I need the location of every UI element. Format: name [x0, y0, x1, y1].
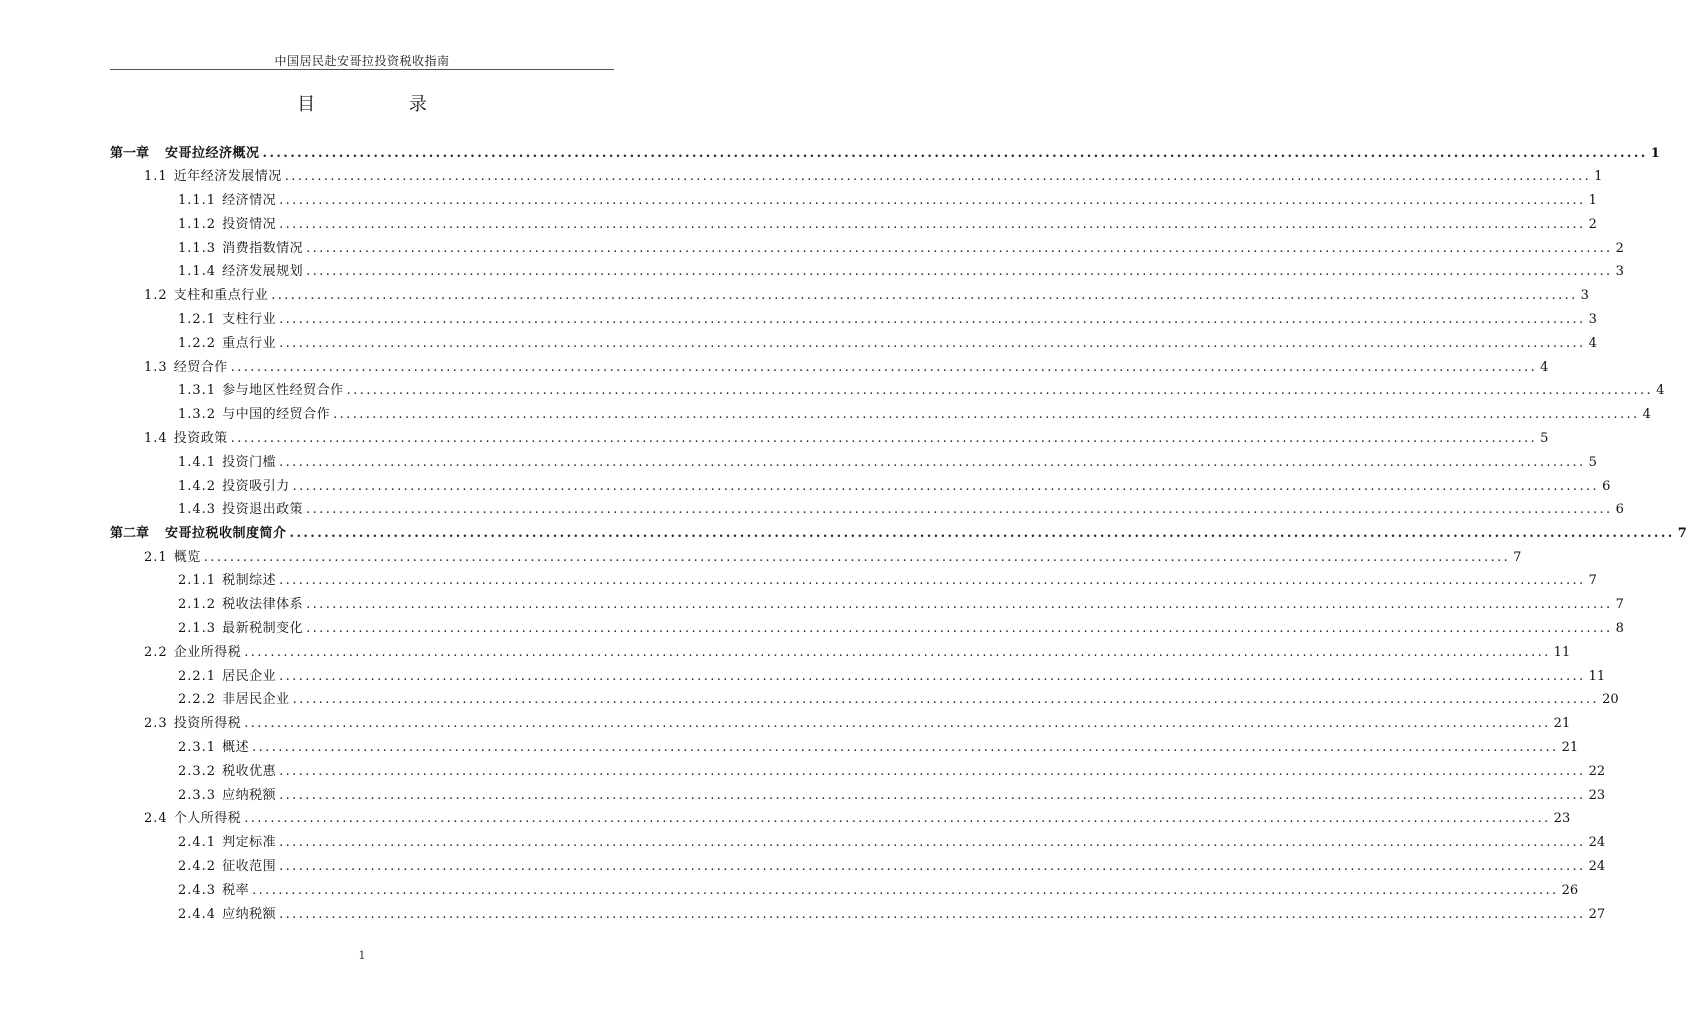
toc-entry-page: 1 [1594, 169, 1603, 185]
toc-entry-label: 投资退出政策 [222, 502, 304, 518]
toc-entry[interactable] [110, 617, 1624, 641]
toc-leader-dots: ........................................................................................................................................................................................................ [279, 906, 1586, 922]
toc-entry-page: 8 [1615, 620, 1624, 636]
table-of-contents [110, 142, 1687, 926]
toc-entry-page: 3 [1588, 312, 1597, 328]
page-number: 1 [358, 949, 366, 962]
toc-entry-label: 支柱和重点行业 [173, 288, 269, 304]
toc-entry[interactable] [110, 641, 1571, 665]
toc-leader-dots: ........................................................................................................................................................................................................ [333, 407, 1640, 423]
toc-entry-label: 个人所得税 [173, 811, 242, 827]
toc-entry-label: 经济发展规划 [222, 264, 304, 280]
toc-entry-page: 2 [1588, 216, 1597, 232]
toc-entry-number: 2.3.1 [178, 739, 217, 755]
toc-entry-label: 概览 [173, 549, 201, 565]
toc-entry-page: 4 [1540, 359, 1549, 375]
toc-entry-number: 1.1.2 [178, 216, 217, 232]
toc-entry[interactable] [110, 498, 1624, 522]
toc-entry-label: 经贸合作 [173, 359, 228, 375]
toc-entry-page: 26 [1561, 882, 1579, 898]
toc-leader-dots: ........................................................................................................................................................................................................ [289, 526, 1675, 542]
toc-entry-label: 投资门槛 [222, 454, 277, 470]
toc-leader-dots: ........................................................................................................................................................................................................ [271, 288, 1578, 304]
toc-entry-page: 1 [1588, 193, 1597, 209]
toc-entry-number: 2.3.3 [178, 787, 217, 803]
toc-leader-dots: ........................................................................................................................................................................................................ [230, 359, 1538, 375]
toc-entry-label: 应纳税额 [222, 906, 277, 922]
toc-entry-page: 2 [1615, 240, 1624, 256]
toc-entry-number: 1.2.2 [178, 335, 217, 351]
toc-leader-dots: ........................................................................................................................................................................................................ [244, 716, 1551, 732]
toc-entry-page: 24 [1588, 858, 1606, 874]
toc-entry-page: 4 [1656, 383, 1665, 399]
toc-entry-page: 24 [1588, 835, 1606, 851]
toc-entry-page: 4 [1642, 407, 1651, 423]
toc-entry[interactable] [110, 475, 1611, 499]
toc-entry-number: 1.4.2 [178, 478, 217, 494]
toc-entry[interactable] [110, 831, 1606, 855]
toc-entry-number: 2.2.1 [178, 668, 217, 684]
toc-entry-number: 1.1.1 [178, 193, 217, 209]
toc-entry-page: 3 [1615, 264, 1624, 280]
page-title: 目 录 [297, 94, 471, 115]
toc-leader-dots: ........................................................................................................................................................................................................ [203, 549, 1511, 565]
toc-leader-dots: ........................................................................................................................................................................................................ [279, 668, 1586, 684]
toc-leader-dots: ........................................................................................................................................................................................................ [346, 383, 1654, 399]
toc-entry-page: 5 [1540, 431, 1549, 447]
toc-entry-page: 6 [1602, 478, 1611, 494]
toc-entry-page: 22 [1588, 763, 1606, 779]
toc-entry-number: 2.3.2 [178, 763, 217, 779]
toc-entry[interactable] [110, 142, 1660, 165]
running-header: 中国居民赴安哥拉投资税收指南 [274, 54, 450, 68]
toc-leader-dots: ........................................................................................................................................................................................................ [252, 882, 1559, 898]
header-divider [110, 69, 614, 70]
toc-entry-page: 11 [1588, 668, 1606, 684]
toc-entry[interactable] [110, 688, 1619, 712]
toc-entry-label: 投资政策 [173, 431, 228, 447]
toc-entry-page: 7 [1588, 573, 1597, 589]
toc-entry-label: 参与地区性经贸合作 [222, 383, 344, 399]
toc-entry-label: 投资情况 [222, 216, 277, 232]
toc-entry-page: 3 [1580, 288, 1589, 304]
toc-entry-number: 2.1.1 [178, 573, 217, 589]
toc-entry[interactable] [110, 546, 1522, 570]
toc-entry[interactable] [110, 213, 1597, 237]
toc-entry-label: 判定标准 [222, 835, 277, 851]
toc-leader-dots: ........................................................................................................................................................................................................ [292, 692, 1600, 708]
toc-leader-dots: ........................................................................................................................................................................................................ [279, 216, 1586, 232]
toc-entry-label: 最新税制变化 [222, 620, 304, 636]
toc-entry[interactable] [110, 855, 1606, 879]
toc-leader-dots: ........................................................................................................................................................................................................ [262, 146, 1648, 161]
toc-entry[interactable] [110, 665, 1606, 689]
toc-entry-label: 税制综述 [222, 573, 277, 589]
toc-entry-number: 2.1.2 [178, 597, 217, 613]
toc-entry-label: 应纳税额 [222, 787, 277, 803]
toc-entry[interactable] [110, 451, 1597, 475]
toc-entry-number: 1.3.2 [178, 407, 217, 423]
toc-entry-page: 7 [1615, 597, 1624, 613]
toc-entry[interactable] [110, 332, 1597, 356]
toc-entry-number: 2.4.3 [178, 882, 217, 898]
toc-entry-label: 支柱行业 [222, 312, 277, 328]
toc-entry-page: 23 [1553, 811, 1571, 827]
toc-entry-number: 2.2 [144, 644, 168, 660]
toc-leader-dots: ........................................................................................................................................................................................................ [279, 858, 1586, 874]
toc-entry-number: 2.4 [144, 811, 168, 827]
toc-leader-dots: ........................................................................................................................................................................................................ [306, 597, 1613, 613]
toc-leader-dots: ........................................................................................................................................................................................................ [230, 431, 1538, 447]
toc-entry-number: 第一章 [110, 146, 150, 161]
toc-entry-label: 与中国的经贸合作 [222, 407, 331, 423]
toc-leader-dots: ........................................................................................................................................................................................................ [306, 620, 1613, 636]
toc-entry-label: 税率 [222, 882, 250, 898]
toc-entry[interactable] [110, 879, 1579, 903]
toc-leader-dots: ........................................................................................................................................................................................................ [279, 335, 1586, 351]
toc-entry-label: 投资吸引力 [222, 478, 290, 494]
toc-entry[interactable] [110, 356, 1549, 380]
toc-leader-dots: ........................................................................................................................................................................................................ [279, 763, 1586, 779]
toc-entry-number: 1.2.1 [178, 312, 217, 328]
toc-entry-number: 1.3 [144, 359, 168, 375]
toc-entry-number: 2.1 [144, 549, 168, 565]
toc-entry[interactable] [110, 784, 1606, 808]
toc-leader-dots: ........................................................................................................................................................................................................ [279, 787, 1586, 803]
toc-entry-number: 1.3.1 [178, 383, 217, 399]
toc-entry-number: 1.4 [144, 431, 168, 447]
toc-entry-page: 1 [1650, 146, 1660, 161]
toc-entry-number: 1.4.3 [178, 502, 217, 518]
toc-entry-number: 1.1 [144, 169, 168, 185]
toc-entry-number: 2.1.3 [178, 620, 217, 636]
toc-entry-page: 7 [1513, 549, 1522, 565]
toc-entry-number: 2.2.2 [178, 692, 217, 708]
toc-entry-label: 安哥拉税收制度简介 [165, 526, 287, 542]
toc-entry-page: 20 [1602, 692, 1619, 708]
toc-entry[interactable] [110, 237, 1624, 261]
toc-entry-page: 27 [1588, 906, 1606, 922]
toc-entry[interactable] [110, 403, 1651, 427]
toc-entry-page: 5 [1588, 454, 1597, 470]
toc-leader-dots: ........................................................................................................................................................................................................ [306, 240, 1613, 256]
toc-entry-number: 1.2 [144, 288, 168, 304]
toc-entry-number: 2.3 [144, 716, 168, 732]
toc-entry-label: 征收范围 [222, 858, 277, 874]
toc-leader-dots: ........................................................................................................................................................................................................ [284, 169, 1592, 185]
toc-entry-page: 21 [1553, 716, 1571, 732]
toc-entry[interactable] [110, 165, 1603, 189]
toc-entry-page: 6 [1615, 502, 1624, 518]
toc-entry-number: 2.4.4 [178, 906, 217, 922]
toc-entry-label: 非居民企业 [222, 692, 290, 708]
toc-leader-dots: ........................................................................................................................................................................................................ [279, 312, 1586, 328]
toc-leader-dots: ........................................................................................................................................................................................................ [279, 454, 1586, 470]
toc-entry-label: 近年经济发展情况 [173, 169, 282, 185]
toc-entry-label: 重点行业 [222, 335, 277, 351]
toc-leader-dots: ........................................................................................................................................................................................................ [279, 573, 1586, 589]
toc-entry[interactable] [110, 260, 1624, 284]
toc-entry-number: 2.4.2 [178, 858, 217, 874]
toc-leader-dots: ........................................................................................................................................................................................................ [279, 835, 1586, 851]
toc-entry[interactable] [110, 760, 1606, 784]
toc-entry-label: 投资所得税 [173, 716, 242, 732]
toc-leader-dots: ........................................................................................................................................................................................................ [279, 193, 1586, 209]
toc-leader-dots: ........................................................................................................................................................................................................ [292, 478, 1600, 494]
toc-entry[interactable] [110, 189, 1597, 213]
toc-leader-dots: ........................................................................................................................................................................................................ [244, 811, 1551, 827]
toc-entry-number: 1.4.1 [178, 454, 217, 470]
toc-entry[interactable] [110, 308, 1597, 332]
toc-entry-page: 21 [1561, 739, 1579, 755]
toc-entry-label: 安哥拉经济概况 [165, 146, 260, 161]
toc-entry-label: 居民企业 [222, 668, 277, 684]
toc-entry[interactable] [110, 593, 1624, 617]
toc-entry[interactable] [110, 712, 1571, 736]
toc-entry[interactable] [110, 522, 1687, 545]
toc-entry[interactable] [110, 807, 1571, 831]
toc-entry[interactable] [110, 284, 1589, 308]
toc-entry-page: 7 [1677, 526, 1687, 542]
toc-entry-label: 消费指数情况 [222, 240, 304, 256]
toc-entry-number: 1.1.3 [178, 240, 217, 256]
toc-entry-label: 税收优惠 [222, 763, 277, 779]
toc-entry-label: 企业所得税 [173, 644, 242, 660]
toc-entry[interactable] [110, 903, 1606, 927]
toc-leader-dots: ........................................................................................................................................................................................................ [252, 739, 1559, 755]
toc-entry-label: 经济情况 [222, 193, 277, 209]
toc-entry-number: 1.1.4 [178, 264, 217, 280]
toc-entry-number: 第二章 [110, 526, 150, 542]
toc-entry-number: 2.4.1 [178, 835, 217, 851]
toc-entry-page: 4 [1588, 335, 1597, 351]
toc-entry-label: 税收法律体系 [222, 597, 304, 613]
toc-entry[interactable] [110, 427, 1549, 451]
toc-leader-dots: ........................................................................................................................................................................................................ [306, 264, 1613, 280]
toc-entry[interactable] [110, 569, 1597, 593]
toc-entry[interactable] [110, 736, 1579, 760]
toc-entry-page: 23 [1588, 787, 1606, 803]
toc-entry[interactable] [110, 379, 1665, 403]
toc-leader-dots: ........................................................................................................................................................................................................ [244, 644, 1551, 660]
toc-leader-dots: ........................................................................................................................................................................................................ [306, 502, 1613, 518]
toc-entry-page: 11 [1553, 644, 1571, 660]
toc-entry-label: 概述 [222, 739, 250, 755]
